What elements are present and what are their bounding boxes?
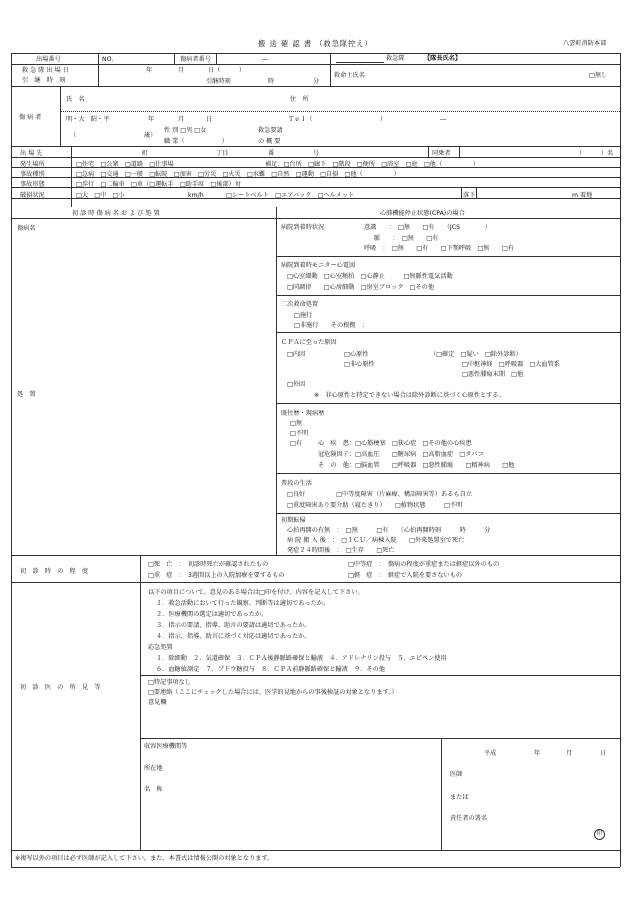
cause-internal[interactable]: □内因 [287,351,306,358]
job-field[interactable]: 職 業（ ） [164,138,228,145]
severity-label: 初 診 時 の 程 度 [20,568,89,575]
monitor-options-1[interactable]: □心室細動 □心室頻拍 □心静止 □無脈性電気活動 [287,273,453,280]
leader-label: 【隊長氏名】 [424,55,462,62]
monitor-options-2[interactable]: □同調律 □心房細動 □房室ブロック □その他 [287,284,435,291]
emt-label: 救命士氏名 [334,72,365,79]
noncardiac-options-1[interactable]: □中枢神経 □呼吸器 □大血管系 [462,361,560,368]
outcome-1[interactable]: 心拍再開の有無 ： □無 □有 （心拍再開時刻 時 分 [287,527,491,534]
cause-cardiac-options[interactable]: （□確定 □疑い □除外診断） [430,351,522,358]
damage-options[interactable]: □大 □中 □小 [76,192,125,199]
opinion-label: 初 診 医 の 所 見 等 [20,684,101,691]
secondary-performed[interactable]: □施行 [294,312,313,319]
cause-external[interactable]: □外因 [287,381,306,388]
secondary-not-performed[interactable]: □非施行 その根拠 ： [294,322,368,329]
treatment-label: 処 置 [17,391,36,398]
consciousness-field[interactable]: 意識 ： □無 □有 （JCS ） [364,224,491,231]
disease-name-label: 傷病名 [17,225,36,232]
place-options[interactable]: □住宅 □公衆 □道路 □仕事場 [76,161,174,168]
outcome-2[interactable]: 病 院 搬 入 後 ： □ＩＣＵ／病棟入院 □外来処置室で死亡 [287,537,465,544]
pulse-field[interactable]: 脈 ： □無 □有 [374,235,439,242]
daily-life-1[interactable]: □良好 □中等度障害（片麻痺、構語障害等）あるも自立 [287,491,472,498]
breath-field[interactable]: 呼吸 ： □無 □有 □下顎呼吸 □無 □有 [364,245,514,252]
seal-icon: 印 [594,829,605,840]
history-yes[interactable]: □有 [290,440,303,447]
safety-options[interactable]: □シートベルト □エアバック □ヘルメット [226,192,355,199]
patient-no-label: 傷病者番号 [180,56,211,63]
cause-noncardiac[interactable]: □非心原性 [344,361,375,368]
history-none[interactable]: □無 [290,420,303,427]
place-supplement[interactable]: 補足：□台所 □廊下 □階段 □便所 □浴室 □庭 □他（ ） [265,161,480,168]
dispatch-no-label: 出場番号 [36,56,61,63]
handover-label: 引 継 時 刻 [22,77,66,84]
patient-label: 傷 病 者 [19,114,42,121]
history-other[interactable]: そ の 他：□脳血管 □呼吸器 □悪性腫瘍 □精神病 □他 [318,462,515,469]
history-unknown[interactable]: □不明 [290,430,309,437]
form-title: 搬 送 確 認 書 （救急隊控え） [258,39,373,48]
no-special-checkbox[interactable]: □特記事項なし [148,679,191,686]
emt-none-checkbox[interactable]: □無し [589,72,608,79]
dispatch-date-label: 救 急 隊 出 場 日 [22,67,69,74]
footer-note: ※複写以外の項目は必ず医師が記入して下さい。また、本書式は情報公開の対象となります。 [15,855,274,862]
team-label: 救急隊 [386,55,405,62]
dash: ― [262,56,269,63]
initial-diagnosis-header: 初 診 時 傷 病 名 お よ び 処 置 [72,210,160,217]
history-heart[interactable]: 心 疾 患：□心筋梗塞 □狭心症 □その他の心疾患 [318,440,472,447]
outcome-3[interactable]: 発症２４時間後 ： □生存 □死亡 [287,547,395,554]
history-risk[interactable]: 冠危険因子：□高血圧 □糖尿病 □高脂血症 □タバコ [318,451,484,458]
cpa-header: 心肺機能停止状態(CPA)の場合 [380,210,465,217]
org-name: 八雲町消防本部 [563,40,607,47]
daily-life-2[interactable]: □重度障害あり要介助（寝たきり） □植物状態 □不明 [287,502,463,509]
no-label: NO. [102,56,114,63]
contact-required-checkbox[interactable]: □要連絡（ここにチェックした場合には、医学的見地からの事後検証の対象となります。） [148,689,398,696]
accident-form-options[interactable]: □歩行 □二輪車 □車（□運転手 □助手席 □後部）対 [76,181,242,188]
cause-cardiac[interactable]: □心原性 [344,351,369,358]
noncardiac-options-2[interactable]: □悪性腫瘍末期 □他 [462,371,524,378]
sex-field[interactable]: 性 別 □男 □女 [164,127,207,134]
accident-type-options[interactable]: □急病 □交通 □一般 □転院 □加害 □労災 □火災 □水難 □自然 □運動 □自損 □他（ ） [76,171,400,178]
cpa-note: ※ 非心原性と特定できない場合は除外診断に基づく心原性とする。 [314,392,505,399]
